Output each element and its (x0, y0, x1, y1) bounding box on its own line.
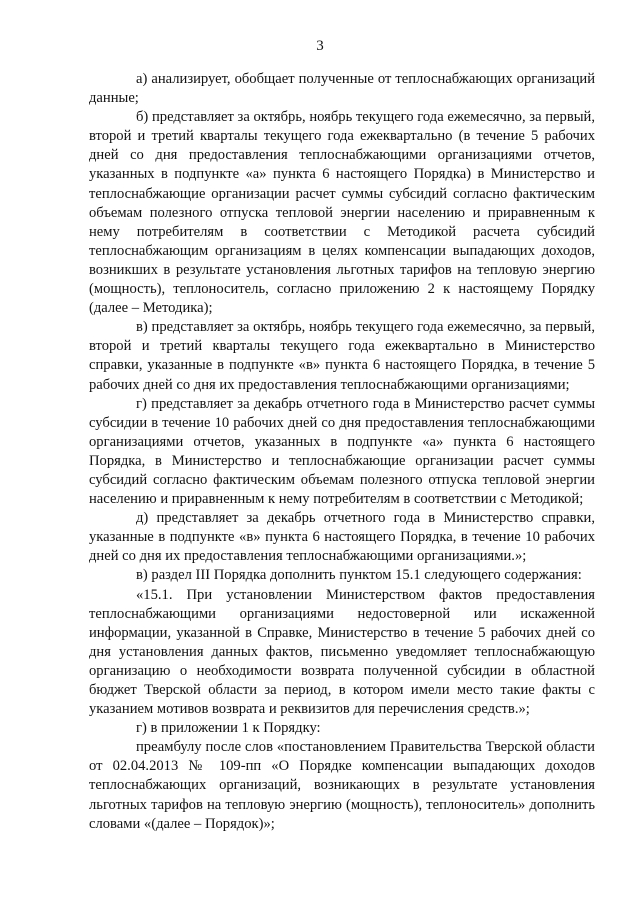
paragraph-a-analyzes: а) анализирует, обобщает полученные от теплоснабжающих организаций данные; (89, 71, 595, 107)
paragraph-appendix-1: г) в приложении 1 к Порядку: (136, 720, 321, 737)
paragraph-section-iii-amendment: в) раздел III Порядка дополнить пунктом 15.1 следующего содержания: (136, 567, 582, 584)
paragraph-preamble-amendment: преамбулу после слов «постановлением Правительства Тверской области от 02.04.2013 № 109-пп «О Порядке компенсации выпадающих доходов теплоснабжающих организаций, возникающих в результате установления льготных тарифов на тепловую энергию (мощность), теплоноситель» дополнить словами «(далее – Порядок)»; (89, 739, 595, 832)
paragraph-g-december-calculation: г) представляет за декабрь отчетного года в Министерство расчет суммы субсидии в течение 10 рабочих дней со дня предоставления теплоснабжающими организациями отчетов, указанных в подпункте «а» пункта 6 настоящего Порядка, в Министерство и теплоснабжающие организации расчет суммы субсидий согласно фактическим объемам полезного отпуска тепловой энергии населению и приравненным к нему потребителям в соответствии с Методикой; (89, 395, 595, 508)
page-number: 3 (316, 38, 324, 54)
paragraph-b-subsidy-calculation: б) представляет за октябрь, ноябрь текущего года ежемесячно, за первый, второй и третий кварталы текущего года ежеквартально (в течение 5 рабочих дней со дня предоставления теплоснабжающими организациями отчетов, указанных в подпункте «а» пункта 6 настоящего Порядка) в Министерство и теплоснабжающие организации расчет суммы субсидий согласно фактическим объемам полезного отпуска тепловой энергии населению и приравненным к нему потребителям в соответствии с Методикой расчета субсидий теплоснабжающим организациям в целях компенсации выпадающих доходов, возникших в результате установления льготных тарифов на тепловую энергию (мощность), теплоноситель, согласно приложению 2 к настоящему Порядку (далее – Методика); (89, 109, 595, 317)
paragraph-clause-15-1: «15.1. При установлении Министерством фактов предоставления теплоснабжающими организациями недостоверной или искаженной информации, указанной в Справке, Министерство в течение 5 рабочих дней со дня установления данных фактов, письменно уведомляет теплоснабжающую организацию о необходимости возврата полученной субсидии в областной бюджет Тверской области за период, в котором имели место такие факты с указанием мотивов возврата и реквизитов для перечисления средств.»; (89, 586, 595, 718)
paragraph-d-december-certificates: д) представляет за декабрь отчетного года в Министерство справки, указанные в подпункте «в» пункта 6 настоящего Порядка, в течение 10 рабочих дней со дня их предоставления теплоснабжающими организациями.»; (89, 510, 595, 565)
paragraph-v-certificates: в) представляет за октябрь, ноябрь текущего года ежемесячно, за первый, второй и третий кварталы текущего года ежеквартально в Министерство справки, указанные в подпункте «в» пункта 6 настоящего Порядка, в течение 5 рабочих дней со дня их предоставления теплоснабжающими организациями; (89, 319, 595, 393)
document-body (89, 70, 595, 834)
